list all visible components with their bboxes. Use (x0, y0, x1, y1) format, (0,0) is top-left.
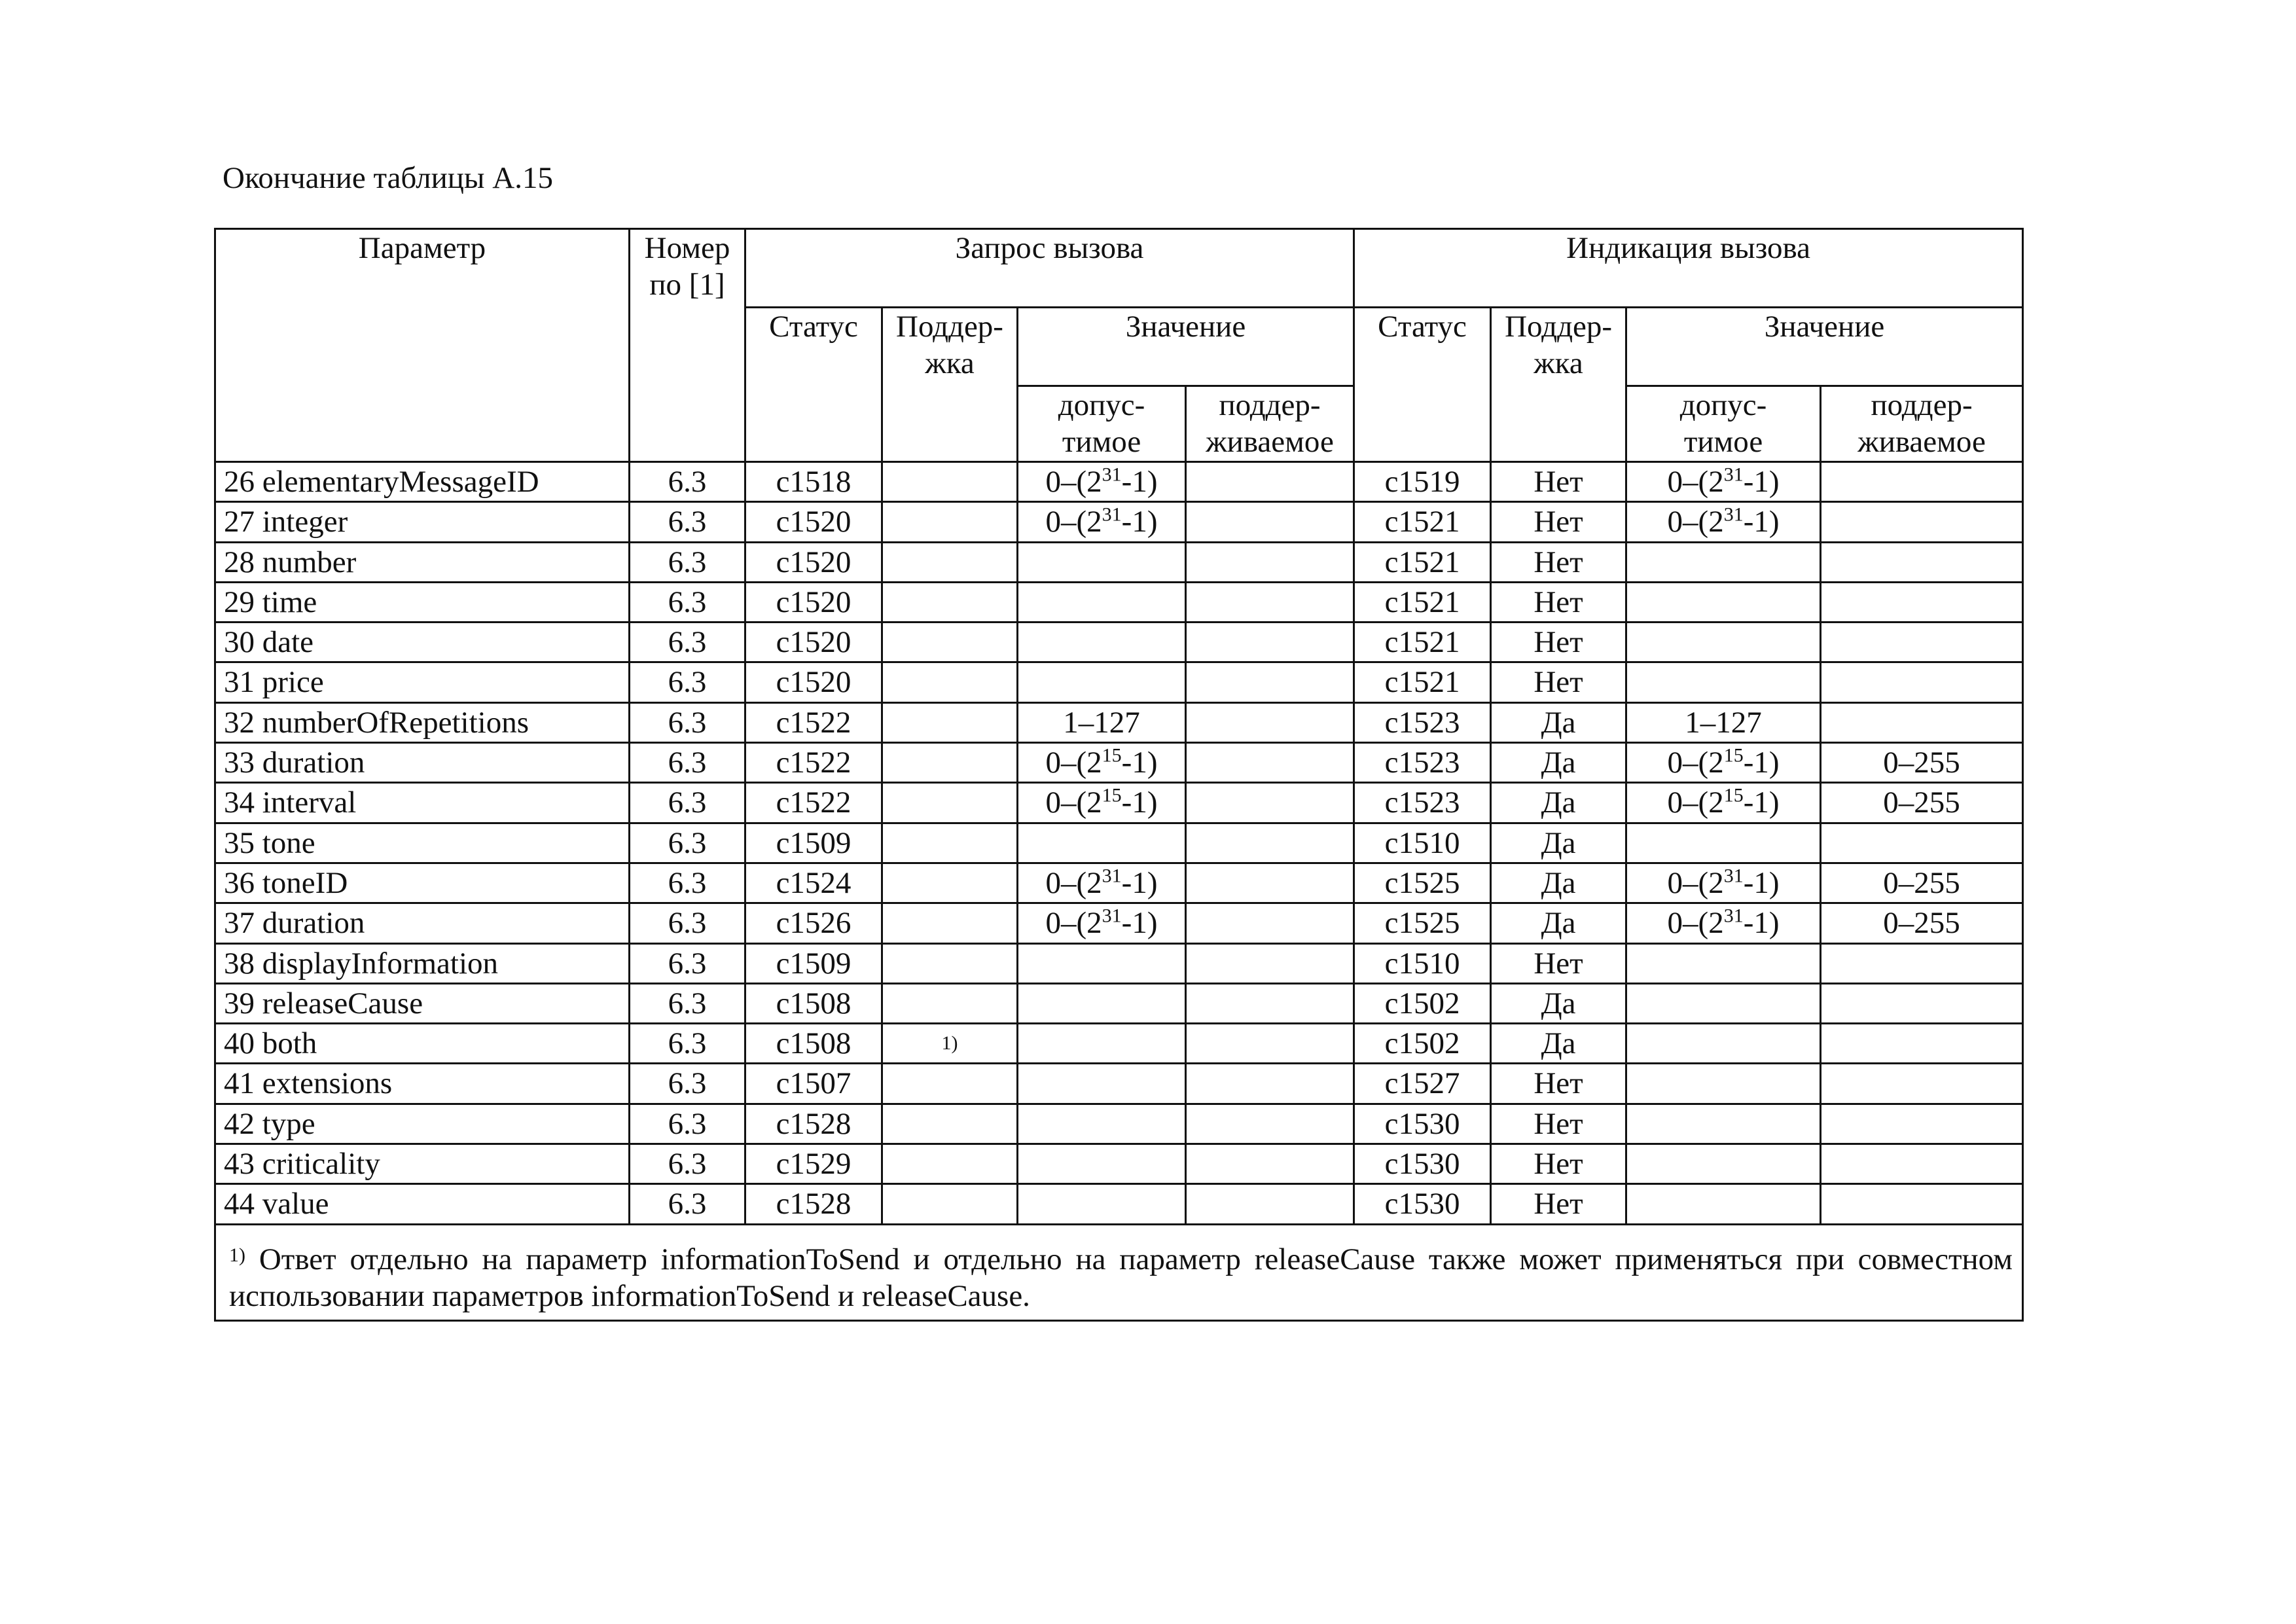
cell-ind-supported (1821, 1184, 2023, 1224)
table-row (215, 783, 2023, 823)
cell-number: 6.3 (630, 1064, 745, 1104)
cell-ind-allowed: $0-(2^{31}-1)$ (1626, 863, 1821, 903)
cell-ind-status: c1523 (1354, 743, 1491, 783)
cell-ind-status: c1502 (1354, 1024, 1491, 1064)
cell-req-status: c1526 (745, 903, 882, 943)
cell-ind-support: Нет (1491, 1184, 1626, 1224)
footnote-row (215, 1224, 2023, 1320)
table-row (215, 943, 2023, 983)
cell-req-status: c1509 (745, 823, 882, 863)
cell-ind-status: c1527 (1354, 1064, 1491, 1104)
cell-req-support (882, 582, 1018, 622)
cell-ind-allowed: $0-(2^{15}-1)$ (1626, 743, 1821, 783)
cell-req-supported (1186, 662, 1354, 702)
cell-number: 6.3 (630, 1104, 745, 1144)
cell-param: 32 numberOfRepetitions (215, 702, 630, 742)
table-row (215, 1184, 2023, 1224)
cell-req-allowed: $0-(2^{15}-1)$ (1018, 783, 1186, 823)
table-row (215, 983, 2023, 1023)
table-row (215, 1104, 2023, 1144)
cell-param: 31 price (215, 662, 630, 702)
cell-ind-supported (1821, 502, 2023, 542)
cell-ind-status: c1521 (1354, 502, 1491, 542)
cell-ind-supported (1821, 582, 2023, 622)
cell-req-support (882, 943, 1018, 983)
cell-ind-supported (1821, 462, 2023, 502)
cell-param: 39 releaseCause (215, 983, 630, 1023)
cell-number: 6.3 (630, 623, 745, 662)
cell-ind-supported: 0–255 (1821, 743, 2023, 783)
cell-ind-supported (1821, 1104, 2023, 1144)
cell-req-supported (1186, 542, 1354, 582)
cell-req-allowed (1018, 542, 1186, 582)
cell-ind-supported: 0–255 (1821, 903, 2023, 943)
cell-ind-support: Нет (1491, 582, 1626, 622)
cell-req-status: c1520 (745, 542, 882, 582)
cell-ind-supported (1821, 1024, 2023, 1064)
cell-number: 6.3 (630, 462, 745, 502)
cell-req-support (882, 983, 1018, 1023)
cell-ind-supported (1821, 983, 2023, 1023)
cell-ind-supported (1821, 1064, 2023, 1104)
cell-ind-status: c1525 (1354, 863, 1491, 903)
cell-ind-supported: 0–255 (1821, 863, 2023, 903)
cell-ind-status: c1521 (1354, 582, 1491, 622)
cell-ind-support: Нет (1491, 542, 1626, 582)
cell-req-allowed (1018, 623, 1186, 662)
header-ind-allowed: допус- тимое (1626, 386, 1821, 462)
cell-ind-status: c1510 (1354, 943, 1491, 983)
cell-req-supported (1186, 702, 1354, 742)
cell-param: 40 both (215, 1024, 630, 1064)
cell-ind-supported (1821, 662, 2023, 702)
cell-number: 6.3 (630, 903, 745, 943)
cell-ind-support: Нет (1491, 943, 1626, 983)
cell-ind-status: c1502 (1354, 983, 1491, 1023)
cell-ind-allowed: $0-(2^{15}-1)$ (1626, 783, 1821, 823)
cell-req-allowed (1018, 1144, 1186, 1184)
cell-ind-allowed (1626, 582, 1821, 622)
table-row (215, 1024, 2023, 1064)
cell-ind-status: c1521 (1354, 623, 1491, 662)
cell-ind-allowed: 1–127 (1626, 702, 1821, 742)
cell-req-allowed (1018, 1104, 1186, 1144)
cell-req-allowed: $0-(2^{31}-1)$ (1018, 903, 1186, 943)
cell-req-supported (1186, 462, 1354, 502)
cell-req-status: c1522 (745, 702, 882, 742)
cell-req-supported (1186, 743, 1354, 783)
cell-param: 29 time (215, 582, 630, 622)
cell-req-supported (1186, 863, 1354, 903)
cell-req-status: c1508 (745, 1024, 882, 1064)
cell-ind-support: Да (1491, 863, 1626, 903)
cell-req-status: c1522 (745, 783, 882, 823)
table-row (215, 582, 2023, 622)
cell-ind-support: Да (1491, 983, 1626, 1023)
cell-req-allowed (1018, 823, 1186, 863)
cell-ind-supported (1821, 542, 2023, 582)
cell-req-support (882, 823, 1018, 863)
cell-req-support (882, 1064, 1018, 1104)
cell-ind-status: c1525 (1354, 903, 1491, 943)
cell-param: 27 integer (215, 502, 630, 542)
cell-req-allowed: 1–127 (1018, 702, 1186, 742)
cell-param: 33 duration (215, 743, 630, 783)
cell-req-support (882, 702, 1018, 742)
cell-req-status: c1529 (745, 1144, 882, 1184)
cell-number: 6.3 (630, 943, 745, 983)
cell-ind-status: c1523 (1354, 783, 1491, 823)
cell-req-status: c1520 (745, 582, 882, 622)
cell-req-allowed (1018, 1184, 1186, 1224)
cell-req-status: c1520 (745, 502, 882, 542)
cell-ind-status: c1523 (1354, 702, 1491, 742)
cell-param: 41 extensions (215, 1064, 630, 1104)
cell-req-allowed (1018, 662, 1186, 702)
table-row (215, 623, 2023, 662)
table-row (215, 1144, 2023, 1184)
cell-ind-status: c1530 (1354, 1144, 1491, 1184)
cell-number: 6.3 (630, 743, 745, 783)
cell-req-support: 1) (882, 1024, 1018, 1064)
cell-param: 35 tone (215, 823, 630, 863)
cell-req-status: c1520 (745, 623, 882, 662)
cell-number: 6.3 (630, 1144, 745, 1184)
cell-req-supported (1186, 502, 1354, 542)
cell-req-allowed: $0-(2^{15}-1)$ (1018, 743, 1186, 783)
cell-req-supported (1186, 823, 1354, 863)
cell-number: 6.3 (630, 863, 745, 903)
cell-ind-status: c1521 (1354, 662, 1491, 702)
cell-ind-status: c1519 (1354, 462, 1491, 502)
cell-req-support (882, 783, 1018, 823)
cell-ind-supported (1821, 943, 2023, 983)
cell-ind-support: Нет (1491, 662, 1626, 702)
cell-ind-support: Да (1491, 1024, 1626, 1064)
cell-req-supported (1186, 623, 1354, 662)
table-row (215, 903, 2023, 943)
footnote-cell (215, 1224, 2023, 1320)
table-row (215, 542, 2023, 582)
header-ind-value: Значение (1626, 308, 2023, 386)
cell-req-allowed (1018, 983, 1186, 1023)
cell-req-support (882, 542, 1018, 582)
table-row (215, 462, 2023, 502)
cell-ind-support: Нет (1491, 1064, 1626, 1104)
cell-req-support (882, 502, 1018, 542)
header-call-indication: Индикация вызова (1354, 229, 2023, 308)
cell-req-status: c1518 (745, 462, 882, 502)
cell-req-allowed: $0-(2^{31}-1)$ (1018, 502, 1186, 542)
cell-req-support (882, 1144, 1018, 1184)
cell-req-support (882, 623, 1018, 662)
cell-ind-supported (1821, 623, 2023, 662)
cell-ind-status: c1530 (1354, 1184, 1491, 1224)
cell-req-support (882, 743, 1018, 783)
cell-req-supported (1186, 1184, 1354, 1224)
cell-ind-support: Да (1491, 702, 1626, 742)
cell-req-supported (1186, 903, 1354, 943)
header-ind-status: Статус (1354, 308, 1491, 462)
cell-param: 44 value (215, 1184, 630, 1224)
header-row-top (215, 229, 2023, 308)
cell-ind-support: Нет (1491, 1104, 1626, 1144)
cell-ind-allowed (1626, 662, 1821, 702)
cell-param: 30 date (215, 623, 630, 662)
cell-ind-support: Да (1491, 743, 1626, 783)
cell-ind-status: c1521 (1354, 542, 1491, 582)
cell-req-status: c1522 (745, 743, 882, 783)
cell-number: 6.3 (630, 783, 745, 823)
header-req-allowed: допус- тимое (1018, 386, 1186, 462)
cell-param: 42 type (215, 1104, 630, 1144)
cell-req-status: c1509 (745, 943, 882, 983)
cell-req-support (882, 462, 1018, 502)
cell-number: 6.3 (630, 662, 745, 702)
cell-number: 6.3 (630, 823, 745, 863)
cell-req-supported (1186, 1024, 1354, 1064)
cell-req-supported (1186, 1064, 1354, 1104)
cell-ind-allowed (1626, 623, 1821, 662)
cell-req-allowed (1018, 1064, 1186, 1104)
cell-ind-support: Да (1491, 783, 1626, 823)
cell-number: 6.3 (630, 502, 745, 542)
cell-param: 37 duration (215, 903, 630, 943)
header-req-supported: поддер- живаемое (1186, 386, 1354, 462)
table-row (215, 863, 2023, 903)
header-req-value: Значение (1018, 308, 1354, 386)
cell-param: 34 interval (215, 783, 630, 823)
cell-req-supported (1186, 783, 1354, 823)
header-req-support: Поддер- жка (882, 308, 1018, 462)
cell-req-support (882, 863, 1018, 903)
cell-ind-allowed (1626, 542, 1821, 582)
header-call-request: Запрос вызова (745, 229, 1354, 308)
cell-ind-supported: 0–255 (1821, 783, 2023, 823)
header-ind-support: Поддер- жка (1491, 308, 1626, 462)
cell-req-status: c1528 (745, 1184, 882, 1224)
cell-req-supported (1186, 1104, 1354, 1144)
cell-ind-allowed (1626, 1104, 1821, 1144)
header-req-status: Статус (745, 308, 882, 462)
cell-req-status: c1524 (745, 863, 882, 903)
header-param: Параметр (215, 229, 630, 462)
cell-param: 38 displayInformation (215, 943, 630, 983)
cell-req-allowed: $0-(2^{31}-1)$ (1018, 462, 1186, 502)
table-row (215, 502, 2023, 542)
parameter-table (214, 228, 2024, 1322)
cell-number: 6.3 (630, 983, 745, 1023)
cell-ind-support: Нет (1491, 462, 1626, 502)
cell-ind-support: Да (1491, 823, 1626, 863)
cell-ind-allowed (1626, 1024, 1821, 1064)
header-ind-supported: поддер- живаемое (1821, 386, 2023, 462)
cell-req-support (882, 1184, 1018, 1224)
table-row (215, 823, 2023, 863)
cell-param: 26 elementaryMessageID (215, 462, 630, 502)
table-row (215, 1064, 2023, 1104)
cell-ind-support: Да (1491, 903, 1626, 943)
table-row (215, 702, 2023, 742)
footnote-mark: 1) (229, 1244, 245, 1266)
cell-req-supported (1186, 1144, 1354, 1184)
cell-number: 6.3 (630, 1184, 745, 1224)
cell-ind-supported (1821, 702, 2023, 742)
cell-param: 36 toneID (215, 863, 630, 903)
cell-req-status: c1520 (745, 662, 882, 702)
cell-number: 6.3 (630, 582, 745, 622)
cell-ind-allowed (1626, 1064, 1821, 1104)
cell-req-status: c1528 (745, 1104, 882, 1144)
cell-param: 43 criticality (215, 1144, 630, 1184)
cell-req-supported (1186, 943, 1354, 983)
cell-req-support (882, 903, 1018, 943)
header-number: Номер по [1] (630, 229, 745, 462)
cell-req-allowed (1018, 943, 1186, 983)
cell-ind-supported (1821, 823, 2023, 863)
cell-ind-allowed (1626, 1144, 1821, 1184)
cell-req-supported (1186, 983, 1354, 1023)
cell-ind-status: c1530 (1354, 1104, 1491, 1144)
cell-req-supported (1186, 582, 1354, 622)
cell-ind-support: Нет (1491, 623, 1626, 662)
cell-ind-allowed (1626, 983, 1821, 1023)
cell-number: 6.3 (630, 702, 745, 742)
cell-ind-allowed: $0-(2^{31}-1)$ (1626, 502, 1821, 542)
cell-param: 28 number (215, 542, 630, 582)
cell-req-allowed: $0-(2^{31}-1)$ (1018, 863, 1186, 903)
cell-req-support (882, 1104, 1018, 1144)
cell-ind-allowed (1626, 823, 1821, 863)
cell-req-allowed (1018, 582, 1186, 622)
cell-req-status: c1508 (745, 983, 882, 1023)
cell-ind-supported (1821, 1144, 2023, 1184)
cell-ind-allowed: $0-(2^{31}-1)$ (1626, 462, 1821, 502)
cell-req-support (882, 662, 1018, 702)
table-row (215, 743, 2023, 783)
cell-ind-status: c1510 (1354, 823, 1491, 863)
cell-req-allowed (1018, 1024, 1186, 1064)
table-row (215, 662, 2023, 702)
cell-number: 6.3 (630, 542, 745, 582)
cell-ind-allowed: $0-(2^{31}-1)$ (1626, 903, 1821, 943)
cell-ind-allowed (1626, 943, 1821, 983)
cell-ind-support: Нет (1491, 1144, 1626, 1184)
footnote-text: Ответ отдельно на параметр informationToSend и отдельно на параметр releaseCause также может применяться при совместном использовании параметров informationToSend и releaseCause. (229, 1242, 2013, 1313)
cell-number: 6.3 (630, 1024, 745, 1064)
cell-req-status: c1507 (745, 1064, 882, 1104)
cell-ind-support: Нет (1491, 502, 1626, 542)
cell-ind-allowed (1626, 1184, 1821, 1224)
table-caption: Окончание таблицы А.15 (223, 161, 553, 195)
